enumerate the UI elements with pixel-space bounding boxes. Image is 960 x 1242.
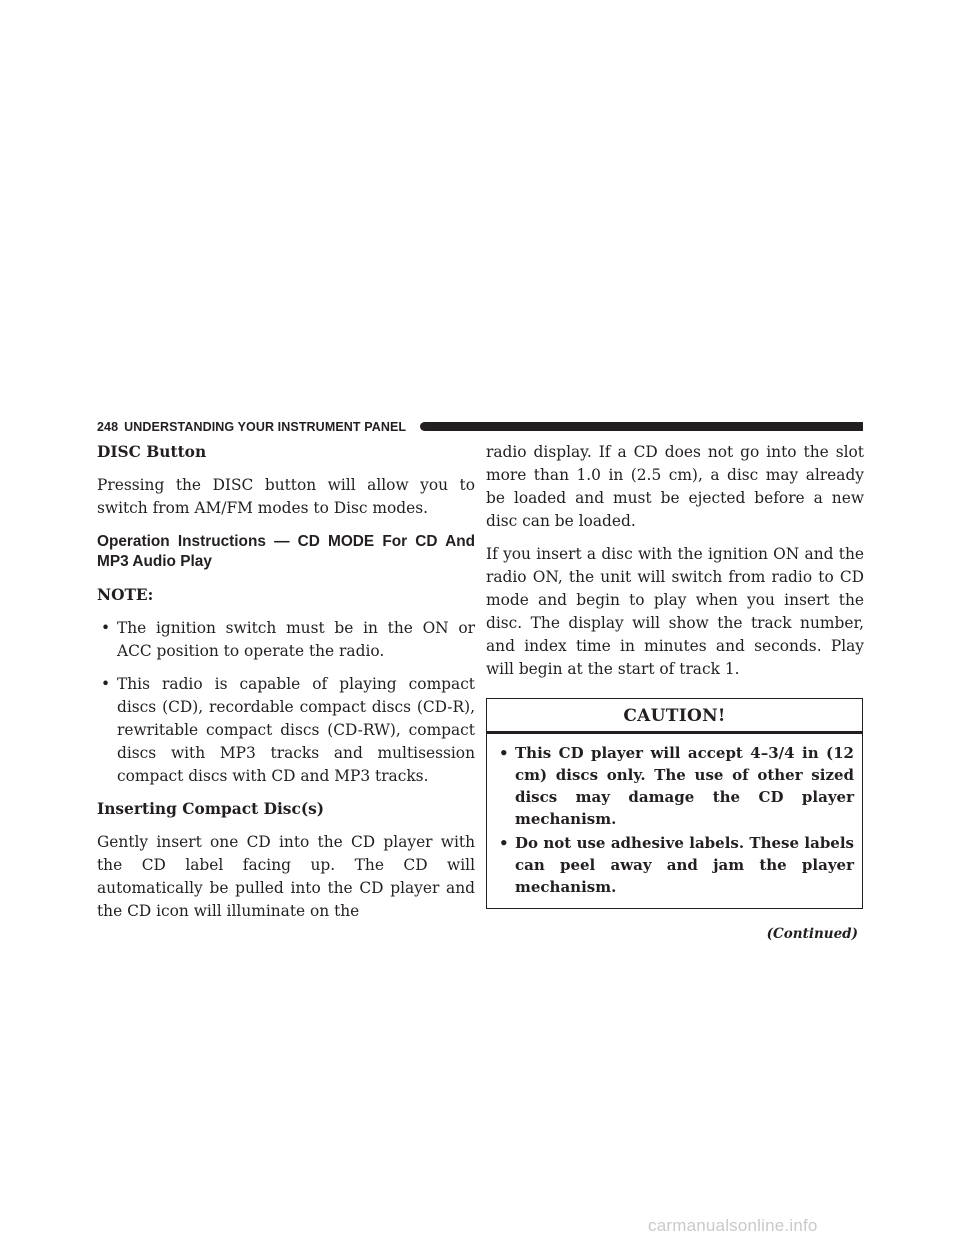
note-label: NOTE:	[97, 586, 154, 604]
bullet-icon: •	[101, 619, 111, 637]
caution-item-text: Do not use adhesive labels. These labels can peel away and jam the player mechanism.	[515, 834, 854, 896]
caution-item	[495, 742, 854, 830]
caution-title: CAUTION!	[487, 699, 862, 734]
left-column	[97, 441, 475, 933]
page-number: 248	[97, 420, 119, 434]
caution-box	[486, 698, 863, 909]
continued-label: (Continued)	[766, 926, 858, 942]
disc-button-text: Pressing the DISC button will allow you to switch from AM/FM modes to Disc modes.	[97, 476, 475, 517]
inserting-discs-text: Gently insert one CD into the CD player with the CD label facing up. The CD will automatically be pulled into the CD player and the CD icon will illuminate on the	[97, 833, 475, 920]
header-rule	[420, 422, 863, 431]
operation-instructions-heading: Operation Instructions — CD MODE For CD And MP3 Audio Play	[97, 533, 475, 570]
ignition-text: If you insert a disc with the ignition ON and the radio ON, the unit will switch from radio to CD mode and begin to play when you insert the disc. The display will show the track number, and index time in minutes and seconds. Play will begin at the start of track 1.	[486, 545, 864, 678]
caution-item	[495, 832, 854, 898]
note-item-text: The ignition switch must be in the ON or ACC position to operate the radio.	[117, 619, 475, 660]
disc-button-heading: DISC Button	[97, 443, 207, 461]
inserting-discs-heading: Inserting Compact Disc(s)	[97, 800, 325, 818]
bullet-icon: •	[499, 744, 509, 762]
section-title: UNDERSTANDING YOUR INSTRUMENT PANEL	[124, 420, 407, 434]
right-column	[486, 441, 864, 946]
header-text	[97, 419, 406, 435]
page-header	[97, 418, 863, 436]
bullet-icon: •	[101, 675, 111, 693]
note-item	[97, 673, 475, 788]
bullet-icon: •	[499, 834, 509, 852]
note-item	[97, 617, 475, 663]
watermark: carmanualsonline.info	[648, 1216, 818, 1235]
note-list	[97, 617, 475, 788]
caution-item-text: This CD player will accept 4–3/4 in (12 cm) discs only. The use of other sized discs may damage the CD player mechanism.	[515, 744, 854, 828]
note-item-text: This radio is capable of playing compact discs (CD), recordable compact discs (CD-R), rewritable compact discs (CD-RW), compact discs with MP3 tracks and multisession compact discs with CD and MP3 tracks.	[117, 675, 475, 785]
caution-list	[487, 734, 862, 908]
continuation-text: radio display. If a CD does not go into the slot more than 1.0 in (2.5 cm), a disc may already be loaded and must be ejected before a new disc can be loaded.	[486, 443, 864, 530]
